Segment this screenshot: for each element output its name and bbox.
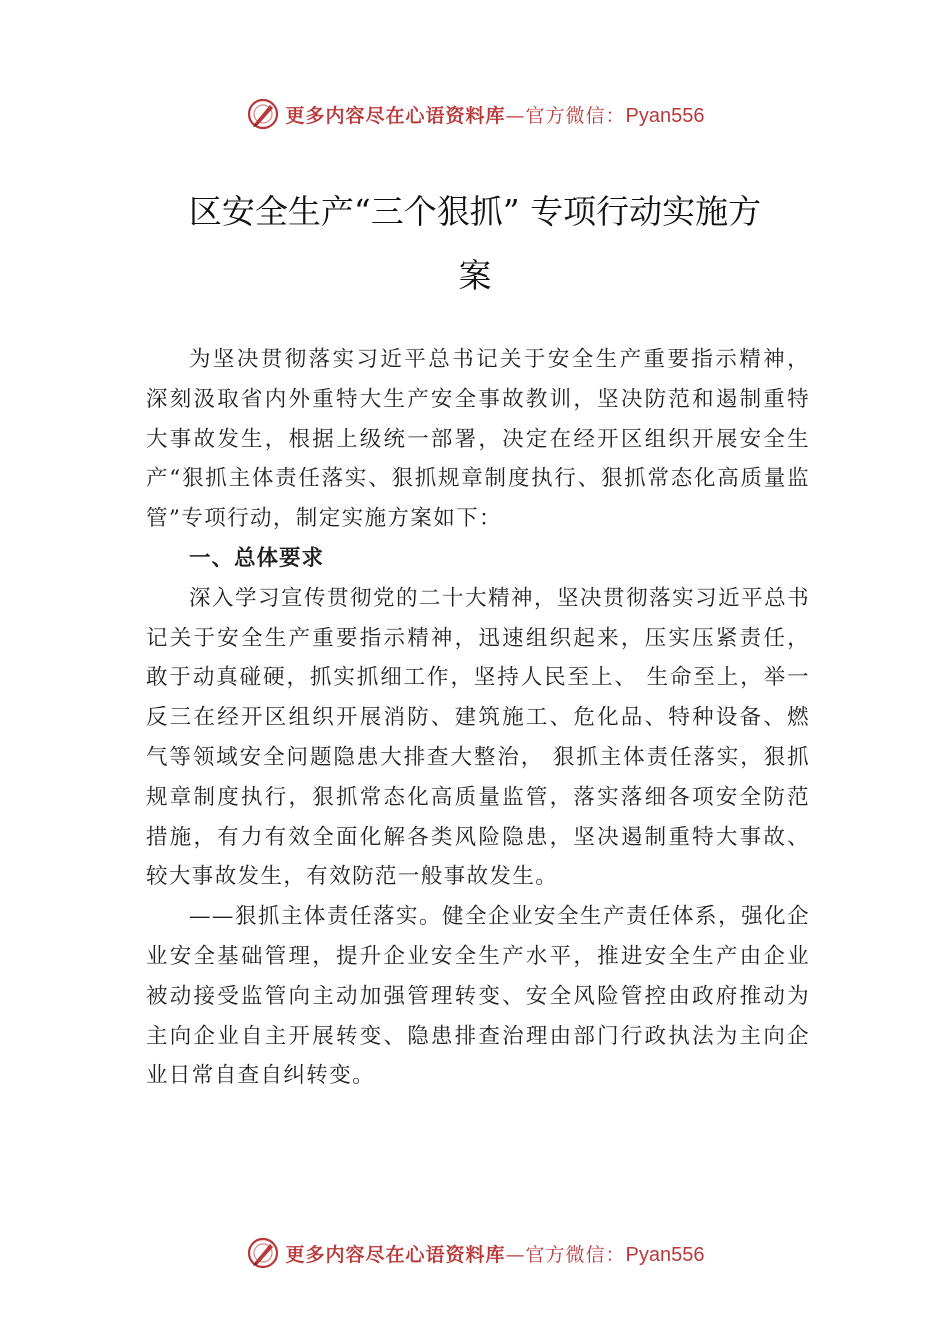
section-heading: 一、总体要求 <box>189 545 325 571</box>
watermark-separator: — <box>505 1243 526 1266</box>
watermark-separator: — <box>505 104 526 127</box>
watermark-suffix: 官方微信： <box>525 104 626 127</box>
watermark-wechat-id: Pyan556 <box>625 1243 705 1266</box>
watermark-text <box>286 101 705 128</box>
title-line-2: 案 <box>458 256 492 295</box>
footer-watermark <box>0 1233 950 1273</box>
body-paragraph: 深入学习宣传贯彻党的二十大精神，坚决贯彻落实习近平总书记关于安全生产重要指示精神，迅速组织起来，压实压紧责任，敢于动真碰硬，抓实抓细工作，坚持人民至上、 生命至上，举一反三在经开区组织开展消防、建筑施工、危化品、特种设备、燃气等领域安全问题隐患大排查大整治， 狠抓主体责任落实，狠抓规章制度执行，狠抓常态化高质量监管，落实落细各项安全防范措施，有力有效全面化解各类风险隐患，坚决遏制重特大事故、较大事故发生，有效防范一般事故发生。 <box>146 585 810 890</box>
pen-circle-logo-icon <box>246 1236 280 1270</box>
pen-circle-logo-icon <box>246 97 280 131</box>
watermark-wechat-id: Pyan556 <box>625 104 705 127</box>
title-line-1: 区安全生产“三个狠抓” 专项行动实施方 <box>188 192 762 231</box>
watermark-suffix: 官方微信： <box>525 1243 626 1266</box>
intro-paragraph: 为坚决贯彻落实习近平总书记关于安全生产重要指示精神， 深刻汲取省内外重特大生产安全事故教训，坚决防范和遏制重特大事故发生，根据上级统一部署，决定在经开区组织开展安全生产“狠抓主体责任落实、狠抓规章制度执行、狠抓常态化高质量监管”专项行动，制定实施方案如下： <box>146 347 810 532</box>
watermark-text <box>286 1240 705 1267</box>
watermark-brand: 更多内容尽在心语资料库 <box>285 1243 506 1266</box>
document-title <box>0 180 950 308</box>
document-body <box>146 340 810 1096</box>
body-paragraph: ——狠抓主体责任落实。健全企业安全生产责任体系，强化企业安全基础管理，提升企业安全生产水平，推进安全生产由企业被动接受监管向主动加强管理转变、安全风险管控由政府推动为主向企业自主开展转变、隐患排查治理由部门行政执法为主向企业日常自查自纠转变。 <box>146 904 810 1089</box>
header-watermark <box>0 94 950 134</box>
watermark-brand: 更多内容尽在心语资料库 <box>285 104 506 127</box>
